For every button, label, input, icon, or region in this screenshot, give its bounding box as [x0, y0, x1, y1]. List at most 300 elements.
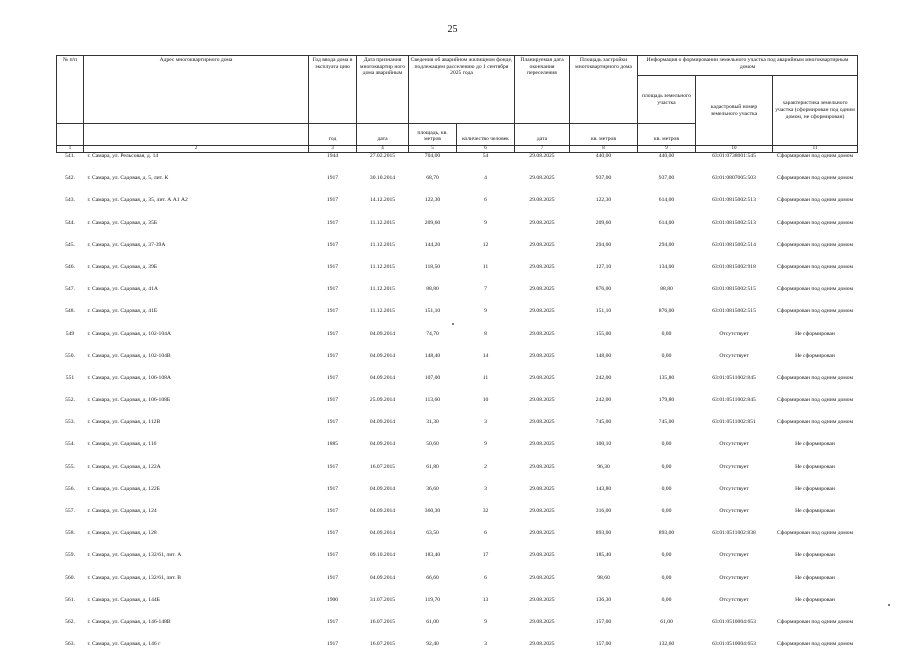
cell-land-area: 0,00: [638, 597, 696, 619]
cell-people: 8: [457, 331, 515, 353]
cell-planned-date: 29.08.2025: [515, 397, 570, 419]
cell-area: 31,30: [409, 419, 457, 441]
cell-address: г. Самара, ул. Садовая, д. 122А: [84, 464, 309, 486]
cell-planned-date: 29.08.2025: [515, 264, 570, 286]
cell-number: 563.: [57, 641, 84, 663]
cell-characteristic: Сформирован под одним домом: [773, 153, 858, 176]
cell-planned-date: 29.08.2025: [515, 375, 570, 397]
cell-emergency-date: 04.09.2014: [357, 441, 409, 463]
table-row: [57, 619, 858, 641]
cell-emergency-date: 04.09.2014: [357, 353, 409, 375]
unit-area: площадь, кв. метров: [409, 124, 457, 146]
cell-land-area: 0,00: [638, 552, 696, 574]
cell-people: 13: [457, 597, 515, 619]
cell-characteristic: Сформирован под одним домом: [773, 175, 858, 197]
cell-land-area: 0,00: [638, 464, 696, 486]
table-row: [57, 331, 858, 353]
cell-year: 1917: [309, 331, 357, 353]
cell-people: 6: [457, 575, 515, 597]
cell-building-area: 98,60: [570, 575, 638, 597]
cell-building-area: 209,60: [570, 220, 638, 242]
cell-address: г. Самара, ул. Садовая, д. 41Е: [84, 308, 309, 330]
cell-emergency-date: 27.02.2015: [357, 153, 409, 176]
cell-characteristic: Сформирован под одним домом: [773, 530, 858, 552]
cell-building-area: 148,00: [570, 353, 638, 375]
cell-address: г. Самара, ул. Садовая, д. 112В: [84, 419, 309, 441]
cell-cadastral-number: Отсутствует: [696, 486, 773, 508]
column-number: 3: [309, 146, 357, 153]
cell-characteristic: Не сформирован: [773, 552, 858, 574]
cell-land-area: 876,00: [638, 308, 696, 330]
cell-land-area: 0,00: [638, 508, 696, 530]
cell-characteristic: Сформирован под одним домом: [773, 641, 858, 663]
cell-emergency-date: 04.09.2014: [357, 508, 409, 530]
cell-planned-date: 29.08.2025: [515, 508, 570, 530]
cell-building-area: 893,00: [570, 530, 638, 552]
cell-area: 704,00: [409, 153, 457, 176]
table-body: [57, 153, 858, 663]
cell-land-area: 0,00: [638, 486, 696, 508]
column-number: 4: [357, 146, 409, 153]
cell-area: 61,00: [409, 619, 457, 641]
cell-address: г. Самара, ул. Садовая, д. 122Б: [84, 486, 309, 508]
table-row: [57, 397, 858, 419]
cell-year: 1917: [309, 397, 357, 419]
cell-emergency-date: 16.07.2015: [357, 619, 409, 641]
cell-address: г. Самара, ул. Садовая, д. 124: [84, 508, 309, 530]
cell-address: г. Самара, ул. Садовая, д. 102-104А: [84, 331, 309, 353]
cell-people: 2: [457, 464, 515, 486]
cell-building-area: 157,00: [570, 641, 638, 663]
cell-number: 547.: [57, 286, 84, 308]
cell-number: 558.: [57, 530, 84, 552]
cell-year: 1917: [309, 375, 357, 397]
column-number: 6: [457, 146, 515, 153]
cell-year: 1917: [309, 197, 357, 219]
table-row: [57, 264, 858, 286]
cell-land-area: 745,00: [638, 419, 696, 441]
cell-land-area: 88,80: [638, 286, 696, 308]
cell-cadastral-number: Отсутствует: [696, 464, 773, 486]
unit-date: дата: [357, 124, 409, 146]
cell-planned-date: 29.08.2025: [515, 419, 570, 441]
cell-land-area: 614,00: [638, 197, 696, 219]
unit-land-area: кв. метров: [638, 124, 696, 146]
cell-address: г. Самара, ул. Садовая, д. 144Б: [84, 597, 309, 619]
unit-build-area: кв. метров: [570, 124, 638, 146]
cell-area: 183,40: [409, 552, 457, 574]
header-address: Адрес многоквартирного дома: [84, 56, 309, 124]
cell-emergency-date: 04.09.2014: [357, 375, 409, 397]
cell-land-area: 440,00: [638, 153, 696, 176]
unit-people: количество человек: [457, 124, 515, 146]
column-number: 1: [57, 146, 84, 153]
cell-year: 1917: [309, 508, 357, 530]
table-row: [57, 375, 858, 397]
cell-address: г. Самара, ул. Садовая, д. 146-148В: [84, 619, 309, 641]
table-row: [57, 486, 858, 508]
cell-characteristic: Сформирован под одним домом: [773, 264, 858, 286]
cell-address: г. Самара, ул. Садовая, д. 132/61, лит. В: [84, 575, 309, 597]
cell-planned-date: 29.08.2025: [515, 597, 570, 619]
table-row: [57, 220, 858, 242]
cell-emergency-date: 04.09.2014: [357, 530, 409, 552]
cell-year: 1917: [309, 220, 357, 242]
cell-land-area: 135,80: [638, 375, 696, 397]
cell-people: 3: [457, 419, 515, 441]
cell-number: 559.: [57, 552, 84, 574]
cell-characteristic: Не сформирован: [773, 597, 858, 619]
column-number: 2: [84, 146, 309, 153]
header-land-area: площадь земельного участка: [638, 76, 696, 124]
cell-number: 552.: [57, 397, 84, 419]
cell-characteristic: Не сформирован: [773, 464, 858, 486]
cell-characteristic: Не сформирован: [773, 331, 858, 353]
page-number: 25: [0, 24, 905, 35]
cell-area: 209,60: [409, 220, 457, 242]
column-number: 10: [696, 146, 773, 153]
cell-area: 61,80: [409, 464, 457, 486]
cell-land-area: 614,00: [638, 220, 696, 242]
cell-cadastral-number: 63:01:0510004:653: [696, 641, 773, 663]
table-row: [57, 641, 858, 663]
cell-cadastral-number: Отсутствует: [696, 508, 773, 530]
cell-number: 550.: [57, 353, 84, 375]
table-row: [57, 175, 858, 197]
cell-characteristic: Сформирован под одним домом: [773, 286, 858, 308]
cell-area: 74,70: [409, 331, 457, 353]
cell-number: 562.: [57, 619, 84, 641]
unit-number: [57, 124, 84, 146]
table-row: [57, 464, 858, 486]
cell-land-area: 0,00: [638, 331, 696, 353]
cell-area: 66,60: [409, 575, 457, 597]
cell-land-area: 61,00: [638, 619, 696, 641]
cell-area: 119,70: [409, 597, 457, 619]
cell-area: 118,50: [409, 264, 457, 286]
cell-building-area: 151,10: [570, 308, 638, 330]
cell-address: г. Самара, ул. Садовая, д. 128: [84, 530, 309, 552]
cell-people: 9: [457, 220, 515, 242]
cell-year: 1917: [309, 353, 357, 375]
cell-people: 4: [457, 175, 515, 197]
cell-cadastral-number: Отсутствует: [696, 597, 773, 619]
cell-address: г. Самара, ул. Садовая, д. 146 г: [84, 641, 309, 663]
cell-emergency-date: 04.09.2014: [357, 575, 409, 597]
cell-area: 50,60: [409, 441, 457, 463]
cell-characteristic: Сформирован под одним домом: [773, 375, 858, 397]
cell-address: г. Самара, ул. Садовая, д. 132/61, лит. А: [84, 552, 309, 574]
cell-characteristic: Не сформирован: [773, 486, 858, 508]
cell-planned-date: 29.08.2025: [515, 464, 570, 486]
cell-address: г. Самара, ул. Садовая, д. 106-108А: [84, 375, 309, 397]
header-land-characteristic: характеристика земельного участка (сформирован под одним домом, не сформирован): [773, 76, 858, 146]
emergency-housing-table: [56, 55, 858, 663]
cell-area: 113,60: [409, 397, 457, 419]
cell-emergency-date: 25.09.2014: [357, 397, 409, 419]
cell-planned-date: 29.08.2025: [515, 552, 570, 574]
header-year: Год ввода дома в эксплуата цию: [309, 56, 357, 124]
cell-area: 36,60: [409, 486, 457, 508]
cell-year: 1917: [309, 264, 357, 286]
unit-address: [84, 124, 309, 146]
cell-building-area: 127,10: [570, 264, 638, 286]
cell-people: 14: [457, 353, 515, 375]
cell-people: 12: [457, 242, 515, 264]
header-number: № п/п: [57, 56, 84, 124]
cell-area: 68,70: [409, 175, 457, 197]
cell-cadastral-number: 63:01:0511002:845: [696, 397, 773, 419]
cell-year: 1917: [309, 286, 357, 308]
cell-planned-date: 29.08.2025: [515, 441, 570, 463]
cell-building-area: 100,10: [570, 441, 638, 463]
cell-people: 9: [457, 441, 515, 463]
scan-speck: [888, 604, 890, 606]
table-row: [57, 308, 858, 330]
cell-people: 6: [457, 530, 515, 552]
cell-characteristic: Не сформирован: [773, 353, 858, 375]
cell-land-area: 179,80: [638, 397, 696, 419]
cell-number: 561.: [57, 597, 84, 619]
cell-cadastral-number: 63:01:0815002:514: [696, 242, 773, 264]
header-building-area: Площадь застройки многоквартирного дома: [570, 56, 638, 124]
column-number: 5: [409, 146, 457, 153]
cell-land-area: 0,00: [638, 441, 696, 463]
cell-emergency-date: 14.12.2015: [357, 197, 409, 219]
cell-planned-date: 29.08.2025: [515, 220, 570, 242]
cell-people: 3: [457, 641, 515, 663]
table-row: [57, 242, 858, 264]
cell-planned-date: 29.08.2025: [515, 486, 570, 508]
cell-building-area: 876,00: [570, 286, 638, 308]
cell-cadastral-number: 63:01:0511002:845: [696, 375, 773, 397]
cell-building-area: 143,80: [570, 486, 638, 508]
cell-people: 11: [457, 264, 515, 286]
cell-planned-date: 29.08.2025: [515, 575, 570, 597]
cell-land-area: 294,00: [638, 242, 696, 264]
cell-emergency-date: 16.07.2015: [357, 641, 409, 663]
cell-people: 6: [457, 197, 515, 219]
cell-number: 546.: [57, 264, 84, 286]
cell-planned-date: 29.08.2025: [515, 641, 570, 663]
cell-number: 560.: [57, 575, 84, 597]
cell-people: 17: [457, 552, 515, 574]
cell-people: 3: [457, 486, 515, 508]
cell-number: 544.: [57, 220, 84, 242]
cell-number: 548.: [57, 308, 84, 330]
cell-area: 92,40: [409, 641, 457, 663]
cell-people: 9: [457, 308, 515, 330]
cell-people: 10: [457, 397, 515, 419]
cell-building-area: 316,00: [570, 508, 638, 530]
cell-building-area: 96,30: [570, 464, 638, 486]
header-cadastral-number: кадастровый номер земельного участка: [696, 76, 773, 146]
cell-emergency-date: 16.07.2015: [357, 464, 409, 486]
cell-area: 151,10: [409, 308, 457, 330]
cell-area: 107,00: [409, 375, 457, 397]
cell-address: г. Самара, ул. Садовая, д. 41А: [84, 286, 309, 308]
cell-land-area: 134,00: [638, 264, 696, 286]
cell-cadastral-number: Отсутствует: [696, 575, 773, 597]
cell-people: 32: [457, 508, 515, 530]
cell-people: 9: [457, 619, 515, 641]
cell-address: г. Самара, ул. Садовая, д. 35, лит. А А1 А2: [84, 197, 309, 219]
cell-land-area: 132,60: [638, 641, 696, 663]
cell-emergency-date: 30.10.2014: [357, 175, 409, 197]
cell-cadastral-number: Отсутствует: [696, 552, 773, 574]
cell-year: 1917: [309, 308, 357, 330]
table-row: [57, 575, 858, 597]
cell-people: 7: [457, 286, 515, 308]
cell-characteristic: Сформирован под одним домом: [773, 242, 858, 264]
cell-characteristic: Сформирован под одним домом: [773, 619, 858, 641]
cell-land-area: 0,00: [638, 353, 696, 375]
cell-number: 551: [57, 375, 84, 397]
cell-number: 549: [57, 331, 84, 353]
cell-number: 556.: [57, 486, 84, 508]
cell-characteristic: Сформирован под одним домом: [773, 197, 858, 219]
cell-number: 553.: [57, 419, 84, 441]
table-row: [57, 353, 858, 375]
header-planned-date: Планируемая дата окончания переселения: [515, 56, 570, 124]
cell-emergency-date: 11.12.2015: [357, 308, 409, 330]
cell-characteristic: Сформирован под одним домом: [773, 220, 858, 242]
cell-characteristic: Не сформирован: [773, 508, 858, 530]
cell-number: 543.: [57, 197, 84, 219]
column-number: 7: [515, 146, 570, 153]
cell-land-area: 0,00: [638, 575, 696, 597]
cell-area: 63,50: [409, 530, 457, 552]
cell-year: 1917: [309, 464, 357, 486]
cell-number: 557.: [57, 508, 84, 530]
cell-address: г. Самара, ул. Садовая, д. 37-39А: [84, 242, 309, 264]
table-row: [57, 597, 858, 619]
cell-address: г. Самара, ул. Садовая, д. 35Б: [84, 220, 309, 242]
table-row: [57, 197, 858, 219]
cell-number: 554.: [57, 441, 84, 463]
table-row: [57, 441, 858, 463]
cell-area: 360,30: [409, 508, 457, 530]
cell-planned-date: 29.08.2025: [515, 197, 570, 219]
table-row: [57, 419, 858, 441]
cell-characteristic: Не сформирован: [773, 575, 858, 597]
cell-building-area: 185,40: [570, 552, 638, 574]
column-number: 9: [638, 146, 696, 153]
cell-planned-date: 29.08.2025: [515, 353, 570, 375]
cell-year: 1917: [309, 552, 357, 574]
cell-address: г. Самара, ул. Садовая, д. 116: [84, 441, 309, 463]
cell-number: 541.: [57, 153, 84, 176]
unit-plan-date: дата: [515, 124, 570, 146]
table-row: [57, 552, 858, 574]
cell-number: 545.: [57, 242, 84, 264]
cell-year: 1885: [309, 441, 357, 463]
cell-characteristic: Сформирован под одним домом: [773, 397, 858, 419]
cell-land-area: 893,00: [638, 530, 696, 552]
cell-number: 555.: [57, 464, 84, 486]
cell-cadastral-number: Отсутствует: [696, 441, 773, 463]
cell-building-area: 294,00: [570, 242, 638, 264]
cell-address: г. Самара, ул. Садовая, д. 106-108Б: [84, 397, 309, 419]
cell-emergency-date: 11.12.2015: [357, 242, 409, 264]
cell-year: 1917: [309, 619, 357, 641]
cell-emergency-date: 11.12.2015: [357, 220, 409, 242]
cell-land-area: 937,00: [638, 175, 696, 197]
cell-address: г. Самара, ул. Садовая, д. 5, лит. К: [84, 175, 309, 197]
unit-year: год: [309, 124, 357, 146]
cell-area: 144,20: [409, 242, 457, 264]
table-row: [57, 508, 858, 530]
cell-cadastral-number: 63:01:0511002:851: [696, 419, 773, 441]
cell-address: г. Самара, ул. Садовая, д. 102-104В: [84, 353, 309, 375]
cell-emergency-date: 04.09.2014: [357, 331, 409, 353]
cell-cadastral-number: 63:01:0815002:513: [696, 197, 773, 219]
cell-year: 1917: [309, 486, 357, 508]
cell-cadastral-number: 63:01:0510004:653: [696, 619, 773, 641]
cell-planned-date: 29.08.2025: [515, 286, 570, 308]
cell-cadastral-number: 63:01:0511002:838: [696, 530, 773, 552]
table-row: [57, 530, 858, 552]
cell-planned-date: 29.08.2025: [515, 242, 570, 264]
cell-building-area: 136,30: [570, 597, 638, 619]
cell-cadastral-number: Отсутствует: [696, 331, 773, 353]
cell-building-area: 122,30: [570, 197, 638, 219]
cell-year: 1917: [309, 242, 357, 264]
cell-year: 1917: [309, 641, 357, 663]
cell-year: 1917: [309, 575, 357, 597]
cell-building-area: 242,00: [570, 375, 638, 397]
cell-area: 122,30: [409, 197, 457, 219]
cell-year: 1917: [309, 175, 357, 197]
cell-building-area: 440,00: [570, 153, 638, 176]
cell-planned-date: 29.08.2025: [515, 331, 570, 353]
cell-emergency-date: 31.07.2015: [357, 597, 409, 619]
cell-emergency-date: 09.10.2014: [357, 552, 409, 574]
cell-characteristic: Сформирован под одним домом: [773, 419, 858, 441]
cell-characteristic: Не сформирован: [773, 441, 858, 463]
cell-planned-date: 29.08.2025: [515, 153, 570, 176]
cell-planned-date: 29.08.2025: [515, 619, 570, 641]
column-number: 8: [570, 146, 638, 153]
cell-planned-date: 29.08.2025: [515, 308, 570, 330]
header-emergency-date: Дата признания многоквартир ного дома аварийным: [357, 56, 409, 124]
cell-cadastral-number: 63:01:0815002:918: [696, 264, 773, 286]
cell-building-area: 155,00: [570, 331, 638, 353]
cell-address: г. Самара, ул. Садовая, д. 39Б: [84, 264, 309, 286]
cell-characteristic: Сформирован под одним домом: [773, 308, 858, 330]
cell-cadastral-number: 63:01:0815002:515: [696, 308, 773, 330]
cell-emergency-date: 04.09.2014: [357, 486, 409, 508]
cell-year: 1944: [309, 153, 357, 176]
cell-emergency-date: 11.12.2015: [357, 264, 409, 286]
cell-year: 1900: [309, 597, 357, 619]
cell-building-area: 745,00: [570, 419, 638, 441]
column-number: 11: [773, 146, 858, 153]
header-housing-info: Сведения об аварийном жилищном фонде, подлежащем расселению до 1 сентября 2025 года: [409, 56, 515, 124]
cell-emergency-date: 11.12.2015: [357, 286, 409, 308]
cell-cadastral-number: 63:01:0807005:503: [696, 175, 773, 197]
scan-speck: [452, 323, 454, 325]
cell-building-area: 157,00: [570, 619, 638, 641]
cell-emergency-date: 04.09.2014: [357, 419, 409, 441]
cell-cadastral-number: Отсутствует: [696, 353, 773, 375]
cell-area: 148,40: [409, 353, 457, 375]
cell-area: 88,80: [409, 286, 457, 308]
header-land-info: Информация о формировании земельного участка под аварийным многоквартирным домом: [638, 56, 858, 76]
cell-planned-date: 29.08.2025: [515, 530, 570, 552]
cell-cadastral-number: 63:01:0815002:515: [696, 286, 773, 308]
table-row: [57, 286, 858, 308]
